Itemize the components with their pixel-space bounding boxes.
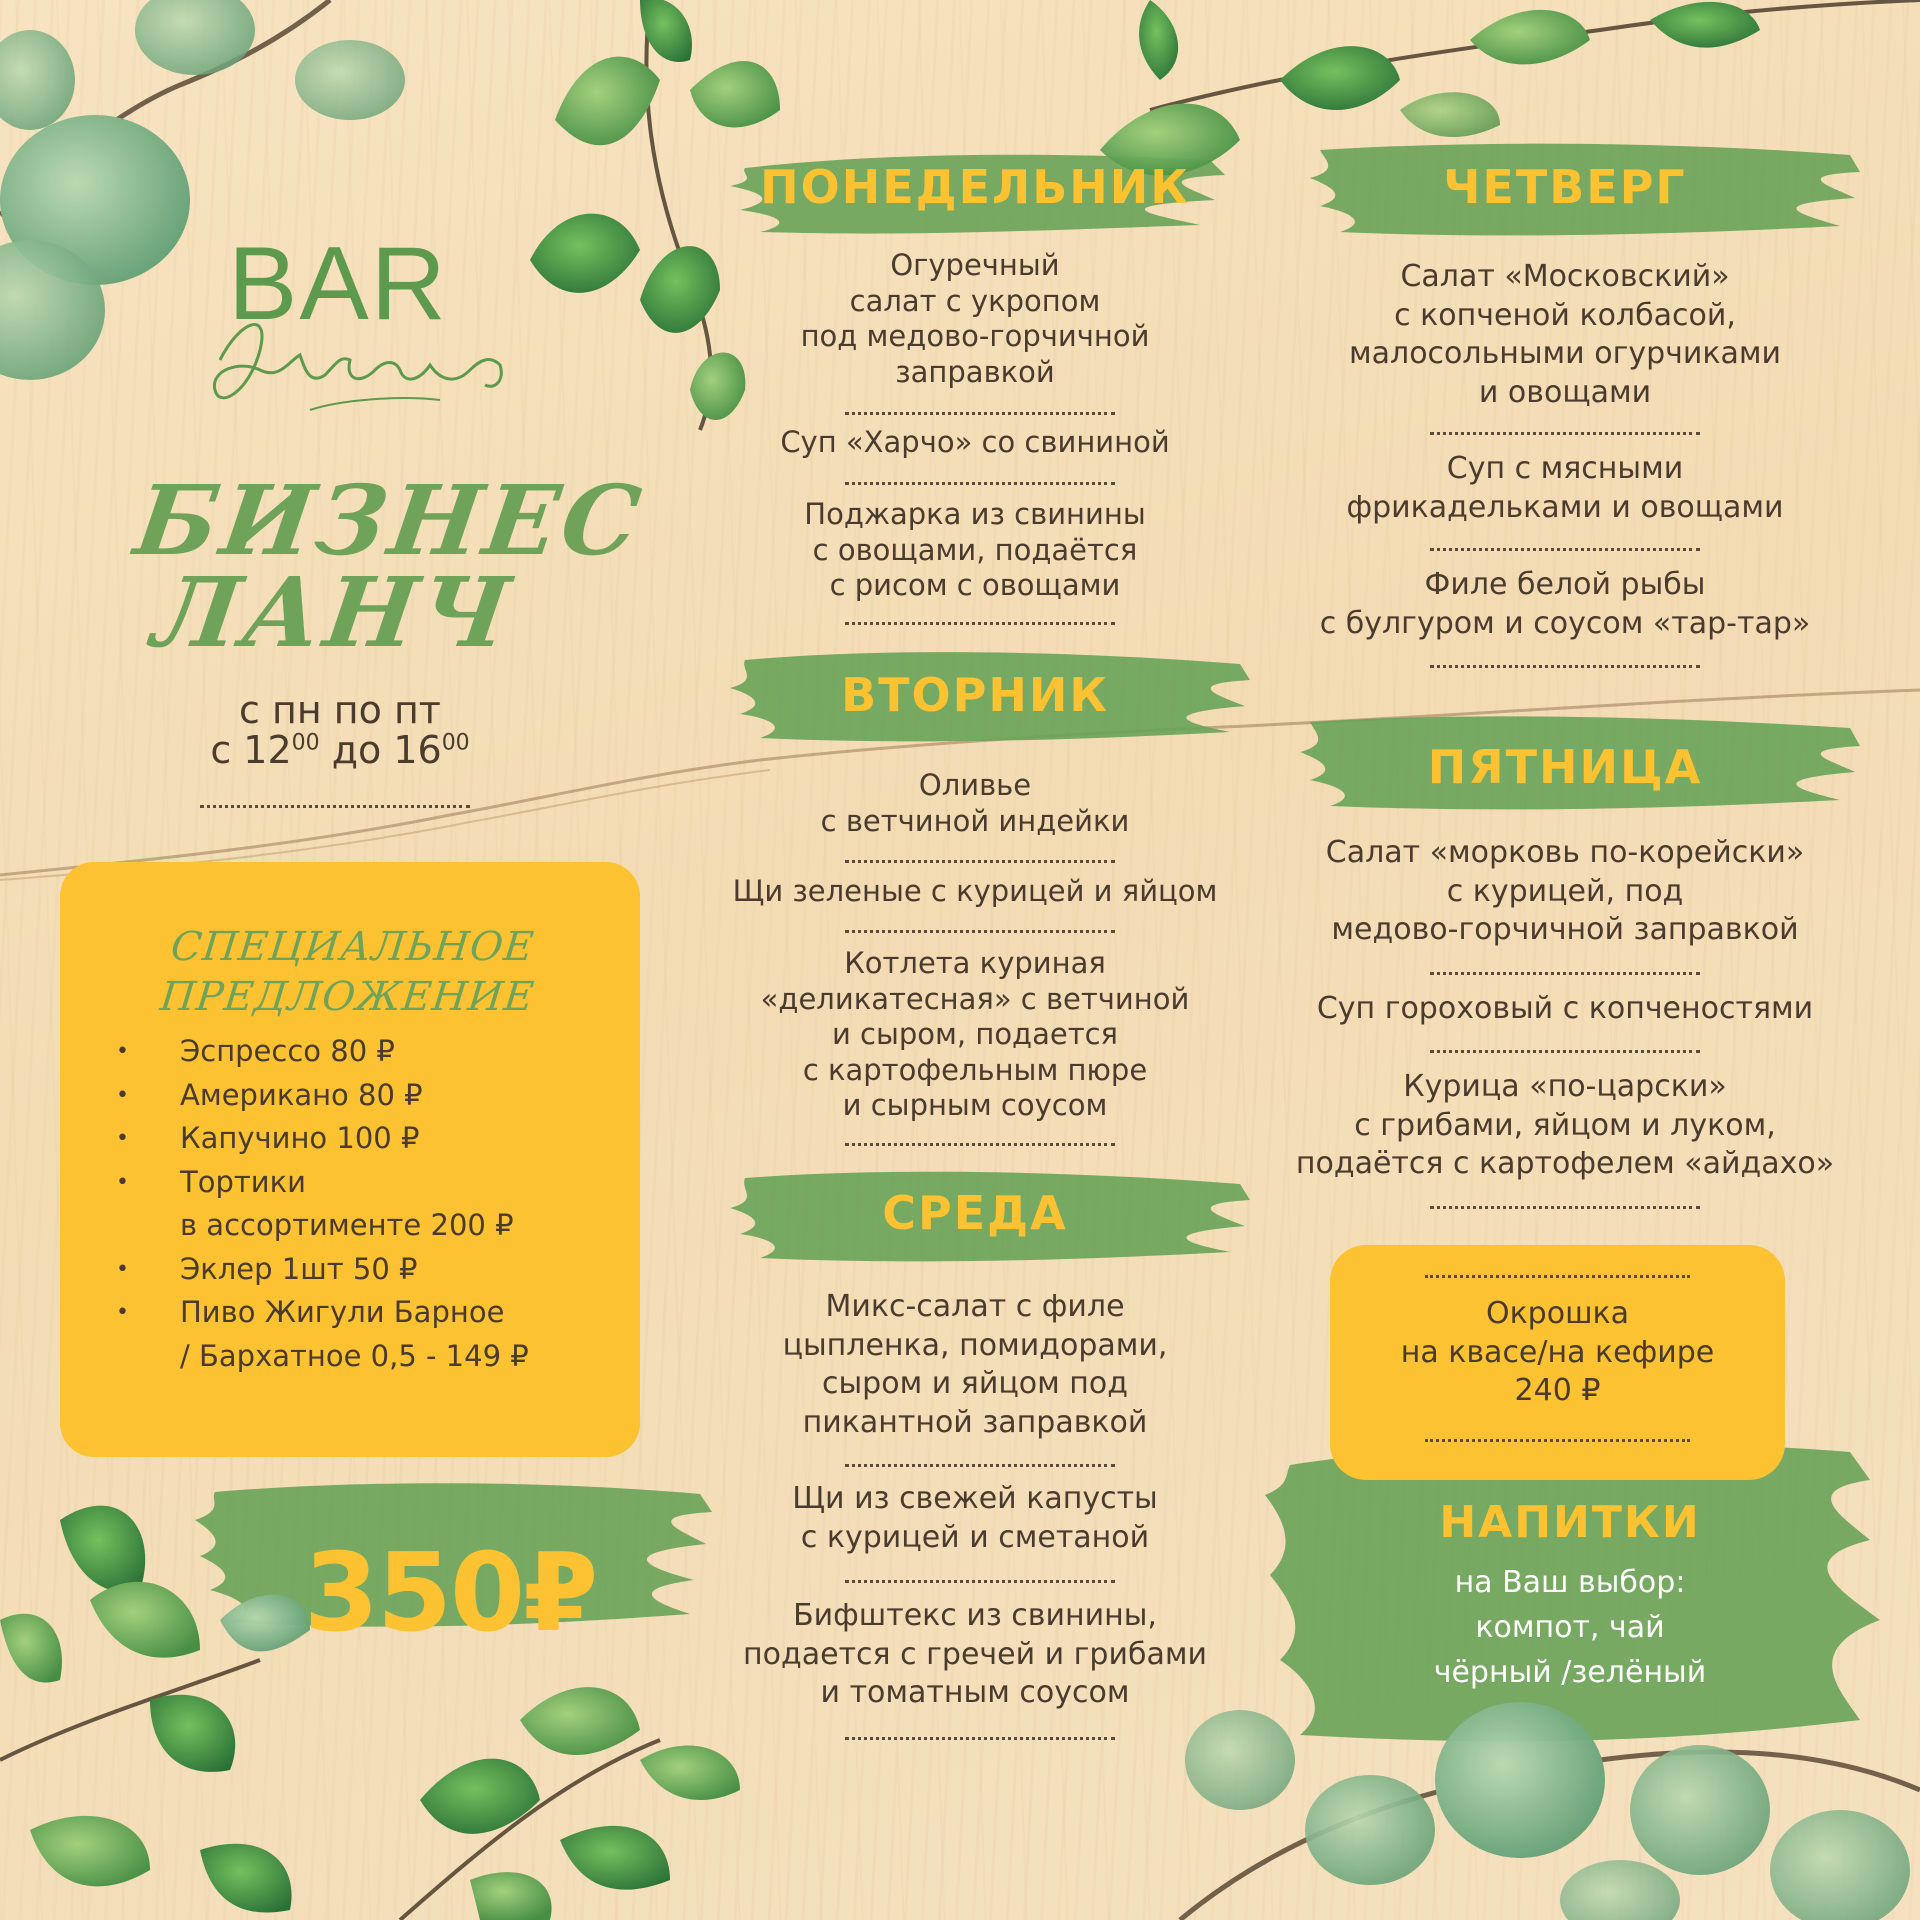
divider xyxy=(845,482,1115,491)
divider xyxy=(845,930,1115,939)
list-item: • Тортики xyxy=(150,1161,529,1205)
divider xyxy=(1430,665,1700,674)
dish-wednesday-1: Микс-салат с филе цыпленка, помидорами, сыром и яйцом под пикантной заправкой xyxy=(782,1289,1168,1440)
list-item: • Эклер 1шт 50 ₽ xyxy=(150,1248,529,1292)
dish-friday-1: Салат «морковь по-корейски» с курицей, под медово-горчичной заправкой xyxy=(1325,835,1805,947)
okroshka-card xyxy=(1330,1245,1785,1480)
day-title-thursday: ЧЕТВЕРГ xyxy=(1443,160,1687,214)
special-offer-list xyxy=(150,1030,529,1378)
special-offer-card xyxy=(60,862,640,1457)
list-item: • Пиво Жигули Барное xyxy=(150,1291,529,1335)
divider xyxy=(845,622,1115,631)
dish-friday-3: Курица «по-царски» с грибами, яйцом и луком, подаётся с картофелем «айдахо» xyxy=(1295,1069,1835,1181)
divider xyxy=(845,412,1115,421)
okroshka-text: Окрошка на квасе/на кефире 240 ₽ xyxy=(1400,1296,1715,1408)
lunch-hours: с $12^{00}$ до $16^{00}$ xyxy=(210,728,470,772)
divider xyxy=(1430,1206,1700,1215)
divider xyxy=(845,1143,1115,1152)
special-offer-title: СПЕЦИАЛЬНОЕ ПРЕДЛОЖЕНИЕ xyxy=(158,924,537,1020)
leaf-branch-icon xyxy=(0,1506,310,1913)
lunch-price: 350₽ xyxy=(303,1531,597,1656)
lunch-title-line1: БИЗНЕС xyxy=(128,464,651,577)
dish-wednesday-2: Щи из свежей капусты с курицей и сметаной xyxy=(792,1481,1158,1555)
dish-tuesday-3: Котлета куриная «деликатесная» с ветчиной и сыром, подается с картофельным пюре и сырным соусом xyxy=(760,946,1190,1122)
dish-tuesday-1: Оливье с ветчиной индейки xyxy=(820,768,1130,838)
divider xyxy=(845,1464,1115,1473)
dish-friday-2: Суп гороховый с копченостями xyxy=(1316,991,1814,1026)
dish-wednesday-3: Бифштекс из свинины, подается с гречей и грибами и томатным соусом xyxy=(743,1598,1207,1710)
divider xyxy=(1430,972,1700,981)
divider xyxy=(845,860,1115,869)
dish-tuesday-2: Щи зеленые с курицей и яйцом xyxy=(732,874,1218,908)
list-item: • Капучино 100 ₽ xyxy=(150,1117,529,1161)
divider xyxy=(200,805,470,814)
dish-thursday-3: Филе белой рыбы с булгуром и соусом «тар-тар» xyxy=(1319,567,1811,641)
lunch-days: с пн по пт xyxy=(239,688,441,732)
eucalyptus-branch-icon xyxy=(1180,1702,1920,1920)
divider xyxy=(1425,1439,1690,1448)
brand-logo-text: BAR xyxy=(228,226,448,342)
list-item: • Американо 80 ₽ xyxy=(150,1074,529,1118)
lunch-title-line2: ЛАНЧ xyxy=(146,556,521,669)
divider xyxy=(845,1580,1115,1589)
lunch-title xyxy=(117,464,651,669)
day-title-wednesday: СРЕДА xyxy=(882,1186,1068,1240)
brand-logo-script xyxy=(200,300,520,430)
list-item: • Эспрессо 80 ₽ xyxy=(150,1030,529,1074)
divider xyxy=(1425,1275,1690,1284)
divider xyxy=(1430,1050,1700,1059)
dish-monday-2: Суп «Харчо» со свининой xyxy=(780,425,1170,459)
divider xyxy=(845,1737,1115,1746)
dish-thursday-1: Салат «Московский» с копченой колбасой, малосольными огурчиками и овощами xyxy=(1349,259,1781,410)
list-item: в ассортименте 200 ₽ xyxy=(180,1208,514,1242)
list-item: / Бархатное 0,5 - 149 ₽ xyxy=(180,1338,529,1373)
drinks-text: на Ваш выбор: компот, чай чёрный /зелёный xyxy=(1433,1565,1707,1690)
dish-monday-3: Поджарка из свинины с овощами, подаётся с рисом с овощами xyxy=(804,497,1146,602)
dish-thursday-2: Суп с мясными фрикадельками и овощами xyxy=(1346,451,1784,525)
drinks-title: НАПИТКИ xyxy=(1439,1497,1701,1548)
divider xyxy=(1430,432,1700,441)
leaf-branch-icon xyxy=(400,1687,740,1920)
divider xyxy=(1430,548,1700,557)
day-title-friday: ПЯТНИЦА xyxy=(1427,740,1703,794)
day-title-tuesday: ВТОРНИК xyxy=(841,668,1109,722)
day-title-monday: ПОНЕДЕЛЬНИК xyxy=(760,160,1190,214)
dish-monday-1: Огуречный салат с укропом под медово-горчичной заправкой xyxy=(800,248,1150,389)
leaf-branch-icon xyxy=(1100,0,1920,175)
